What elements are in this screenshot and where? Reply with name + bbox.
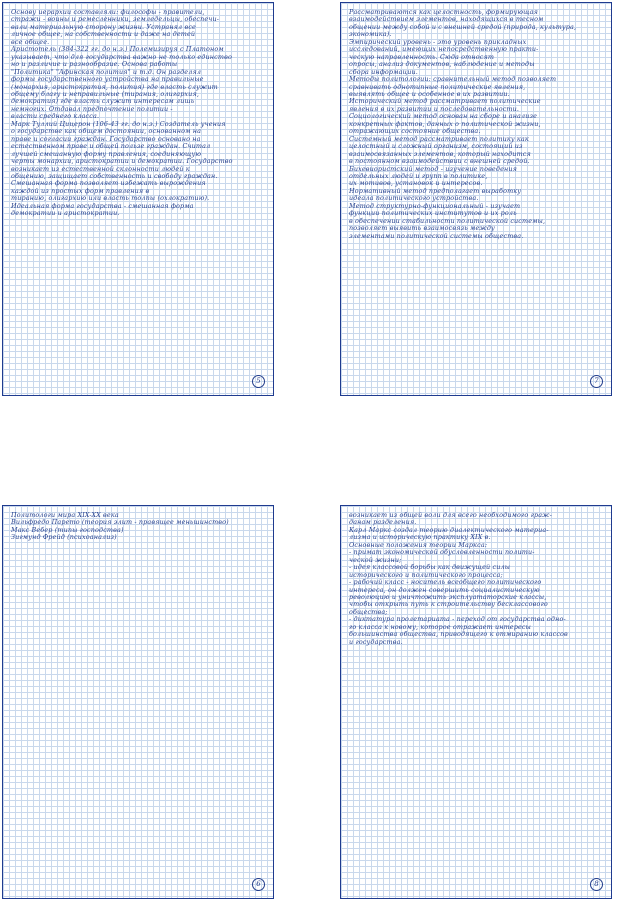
handwritten-line: демократии и аристократии. xyxy=(11,209,120,218)
handwritten-line: исследований, имеющих непосредственную практи- xyxy=(349,45,539,54)
handwritten-line: Метод структурно-функциональный - изучает xyxy=(349,201,521,210)
handwritten-line: (монархия, аристократия, полития) где власть служит xyxy=(11,82,218,91)
handwritten-line: опросы, анализ документов, наблюдение и методы xyxy=(349,60,535,69)
handwritten-line: Аристотель (384-322 гг. до н.э.) Полемизируя с Платоном xyxy=(11,45,224,54)
handwritten-line: в обеспечении стабильности политической системы, xyxy=(349,216,546,225)
handwritten-line: вали материальную сторону жизни. Устранял все xyxy=(11,22,196,31)
handwritten-line: Политологи мира XIX-XX века xyxy=(11,511,119,519)
notebook-page-7 xyxy=(340,2,612,396)
handwritten-line: Идеальная форма государства - смешанная форма xyxy=(11,201,194,210)
handwritten-line: общему благу и неправильные (тирания, олигархия, xyxy=(11,89,200,98)
handwritten-line: в постоянном взаимодействии с внешней средой. xyxy=(349,157,530,166)
page-number: 8 xyxy=(590,878,603,891)
handwritten-line: стражи - воины и ремесленники, земледельцы, обеспечи- xyxy=(11,15,220,24)
handwritten-line: лизма и историческую практику XIX в. xyxy=(349,533,491,542)
handwritten-line: большинства общества, приводящего к отмиранию классов xyxy=(349,630,568,639)
handwritten-line: сбора информации. xyxy=(349,67,418,76)
handwritten-line: немногих. Отдавал предпочтение политии - xyxy=(11,104,173,113)
handwritten-line: Марк Туллий Цицерон (106-43 гг. до н.э.) Создатель учения xyxy=(11,119,226,128)
page-number: 6 xyxy=(252,878,265,891)
handwritten-line: Нормативный метод предполагает выработку xyxy=(349,186,522,195)
handwritten-line: целостный и сложный организм, состоящий из xyxy=(349,142,523,151)
handwritten-line: отражающих состояние общества. xyxy=(349,127,481,136)
handwritten-line: Вильфредо Парето (теория элит - правящее меньшинство) xyxy=(11,518,229,527)
handwritten-line: возникает из общей воли для всего необходимого граж- xyxy=(349,511,552,519)
handwritten-line: Эмпирический уровень - это уровень прикладных xyxy=(349,37,527,46)
handwritten-line: "Политика" "Афинская полития" и т.д. Он разделял xyxy=(11,67,202,76)
notebook-page-5 xyxy=(2,2,274,396)
handwritten-line: исторического и политического процесса; xyxy=(349,570,503,579)
handwritten-line: ческой жизни; xyxy=(349,555,402,564)
notebook-page-8 xyxy=(340,505,612,899)
handwritten-line: о государстве как общем достоянии, основанном на xyxy=(11,127,202,136)
handwritten-line: чтобы открыть путь к строительству бесклассового xyxy=(349,600,548,609)
handwritten-line: идеала политического устройства. xyxy=(349,194,479,203)
handwritten-line: Основные положения теории Маркса: xyxy=(349,540,488,549)
handwritten-line: данам разделения. xyxy=(349,518,417,527)
handwritten-line: позволяет выявить взаимосвязь между xyxy=(349,224,495,233)
handwritten-line: функции политических институтов и их роль xyxy=(349,209,517,218)
handwritten-line: выявлять общее и особенное в их развитии. xyxy=(349,89,510,98)
handwritten-line: взаимосвязанных элементов, который находится xyxy=(349,149,531,158)
handwritten-line: возникает из естественной склонности людей к xyxy=(11,164,190,173)
handwritten-line: Методы политологии: сравнительный метод позволяет xyxy=(349,75,557,84)
handwritten-line: их мотивов, установок и интересов. xyxy=(349,179,483,188)
page-number: 5 xyxy=(252,375,265,388)
handwritten-line: Зигмунд Фрейд (психоанализ) xyxy=(11,533,117,542)
page-text xyxy=(11,9,267,218)
handwritten-line: конкретных фактов, данных о политической жизни, xyxy=(349,119,541,128)
page-number: 7 xyxy=(590,375,603,388)
handwritten-line: Карл Маркс создал теорию диалектического материа- xyxy=(349,525,549,534)
handwritten-line: революцию и уничтожить эксплуататорские классы, xyxy=(349,592,547,601)
handwritten-line: интереса, он должен совершить социалистическую xyxy=(349,585,540,594)
handwritten-line: общению, защищает собственность и свободу граждан. xyxy=(11,171,218,180)
handwritten-line: лучшей смешанную форму правления, соединяющую xyxy=(11,149,202,158)
handwritten-line: указывает, что для государства важно не только единство xyxy=(11,52,232,61)
handwritten-line: демократия) где власть служит интересам лишь xyxy=(11,97,195,106)
handwritten-line: но и различие и разнообразие. Основа работы xyxy=(11,60,178,69)
handwritten-line: Макс Вебер (типы господства) xyxy=(11,525,124,534)
handwritten-line: личное общее, на собственности и даже на детей xyxy=(11,30,196,39)
page-text xyxy=(349,9,605,240)
handwritten-line: - идея классовой борьбы как движущей силы xyxy=(349,563,511,572)
handwritten-line: - примат экономической обусловленности полити- xyxy=(349,548,535,557)
handwritten-line: праве и согласии граждан. Государство основано на xyxy=(11,134,201,143)
handwritten-line: отдельных людей и групп в политике, xyxy=(349,171,488,180)
handwritten-line: власти среднего класса. xyxy=(11,112,100,121)
handwritten-line: - диктатура пролетариата - переход от государства одно- xyxy=(349,615,566,624)
handwritten-line: сравнивать однотипные политические явления, xyxy=(349,82,526,91)
handwritten-line: Исторический метод рассматривает политические xyxy=(349,97,541,106)
handwritten-line: ческую направленность. Сюда относят xyxy=(349,52,495,61)
handwritten-line: экономика). xyxy=(349,30,392,39)
handwritten-line: все общее. xyxy=(11,37,50,46)
handwritten-line: элементами политической системы общества. xyxy=(349,231,524,240)
handwritten-line: каждой из простых форм правления в xyxy=(11,186,150,195)
handwritten-line: Системный метод рассматривает политику как xyxy=(349,134,529,143)
handwritten-line: Социологический метод основан на сборе и анализе xyxy=(349,112,538,121)
handwritten-line: - рабочий класс - носитель всеобщего политического xyxy=(349,578,542,587)
handwritten-line: общества; xyxy=(349,607,388,616)
handwritten-line: го класса к новому, которое отражает интересы xyxy=(349,622,531,631)
handwritten-line: Рассматриваются как целостность, формирующая xyxy=(349,8,539,16)
notebook-page-6 xyxy=(2,505,274,899)
handwritten-line: взаимодействием элементов, находящихся в тесном xyxy=(349,15,544,24)
handwritten-line: тиранию, олигархию или власть толпы (охлократию). xyxy=(11,194,210,203)
handwritten-line: явления в их развитии и последовательности. xyxy=(349,104,520,113)
handwritten-line: Основу иерархии составляли: философы - правители, xyxy=(11,8,205,16)
handwritten-line: черты монархии, аристократии и демократии. Государство xyxy=(11,157,233,166)
handwritten-line: формы государственного устройства на правильные xyxy=(11,75,204,84)
handwritten-line: Бихевиористский метод - изучение поведения xyxy=(349,164,518,173)
handwritten-line: и государства. xyxy=(349,637,403,646)
handwritten-line: естественном праве и общей пользе граждан. Считал xyxy=(11,142,211,151)
handwritten-line: Смешанная форма позволяет избежать вырождения xyxy=(11,179,206,188)
handwritten-line: общении между собой и с внешней средой (природа, культура, xyxy=(349,22,577,31)
page-text xyxy=(349,512,605,646)
page-text xyxy=(11,512,267,542)
